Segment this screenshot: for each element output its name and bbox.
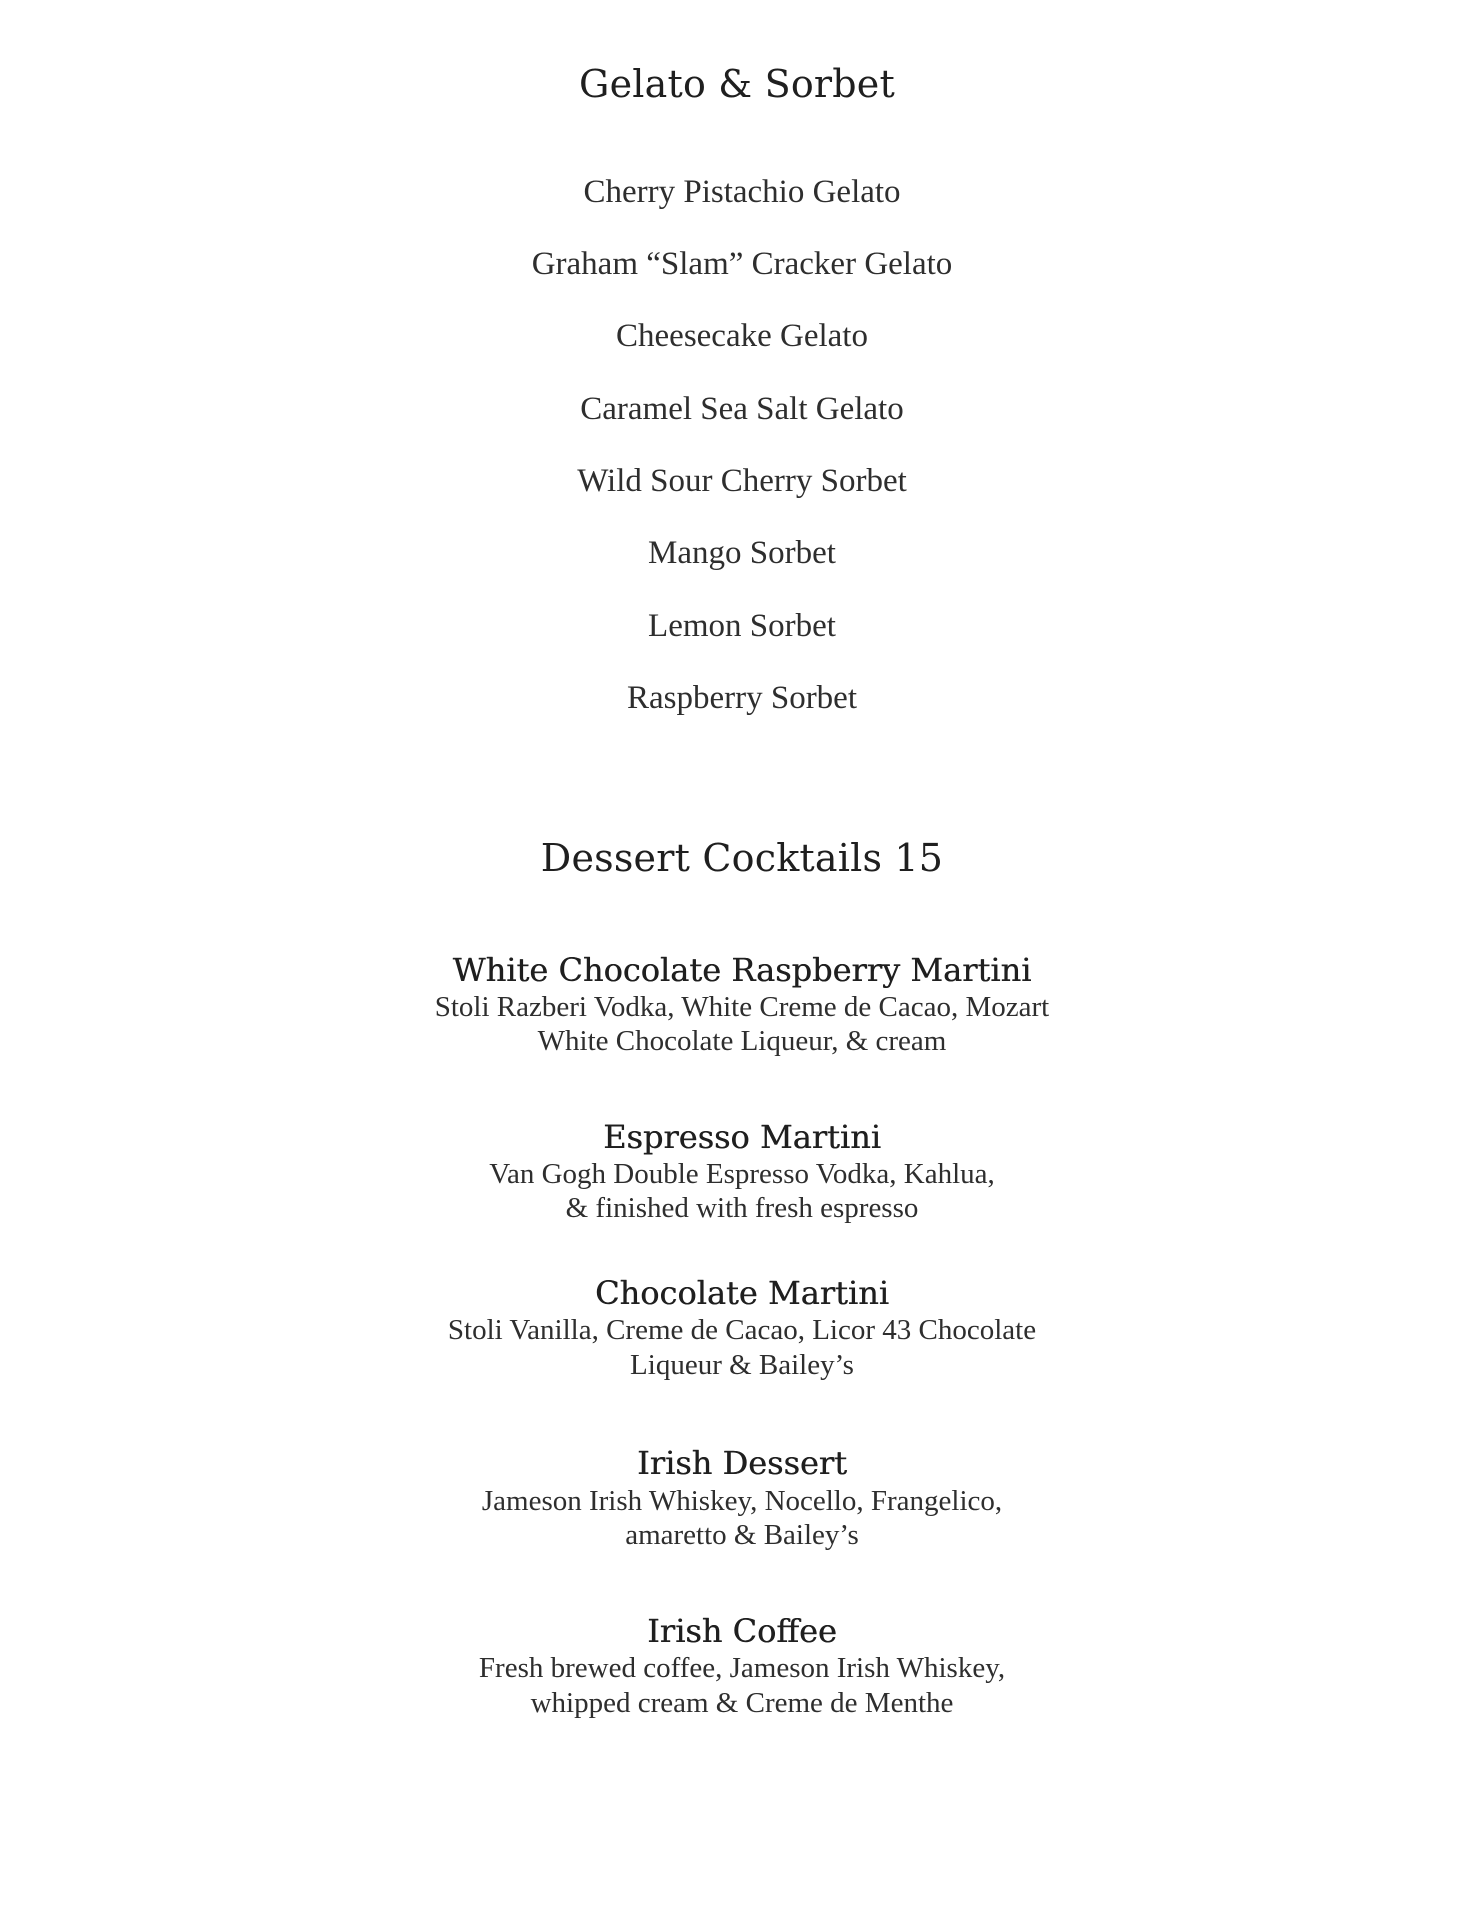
drink-description: Stoli Vanilla, Creme de Cacao, Licor 43 Chocolate <box>447 1314 1037 1346</box>
drink-name: Irish Coffee <box>647 1612 837 1650</box>
flavor-item: Wild Sour Cherry Sorbet <box>577 463 907 499</box>
drink-description: Van Gogh Double Espresso Vodka, Kahlua, <box>489 1158 995 1190</box>
cocktails-section-title: Dessert Cocktails 15 <box>540 836 944 880</box>
drink-description: amaretto & Bailey’s <box>625 1519 859 1551</box>
drink-description: Liqueur & Bailey’s <box>630 1349 854 1381</box>
drink-description: White Chocolate Liqueur, & cream <box>537 1025 947 1057</box>
flavor-item: Mango Sorbet <box>648 535 836 571</box>
drink-description: Fresh brewed coffee, Jameson Irish Whiskey, <box>478 1652 1006 1684</box>
drink-description: & finished with fresh espresso <box>565 1192 919 1224</box>
flavor-item: Cheesecake Gelato <box>616 318 868 354</box>
drink-name: Espresso Martini <box>603 1118 881 1156</box>
drink-description: Jameson Irish Whiskey, Nocello, Frangelico, <box>481 1485 1003 1517</box>
drink-name: White Chocolate Raspberry Martini <box>452 951 1032 989</box>
flavor-item: Cherry Pistachio Gelato <box>583 174 901 210</box>
flavor-item: Graham “Slam” Cracker Gelato <box>531 246 953 282</box>
flavor-item: Raspberry Sorbet <box>626 680 858 716</box>
drink-name: Chocolate Martini <box>595 1274 889 1312</box>
drink-description: Stoli Razberi Vodka, White Creme de Cacao, Mozart <box>434 991 1050 1023</box>
flavor-item: Caramel Sea Salt Gelato <box>580 391 904 427</box>
gelato-section-title: Gelato & Sorbet <box>579 62 895 106</box>
drink-description: whipped cream & Creme de Menthe <box>530 1687 954 1719</box>
flavor-item: Lemon Sorbet <box>648 608 836 644</box>
drink-name: Irish Dessert <box>637 1444 847 1482</box>
